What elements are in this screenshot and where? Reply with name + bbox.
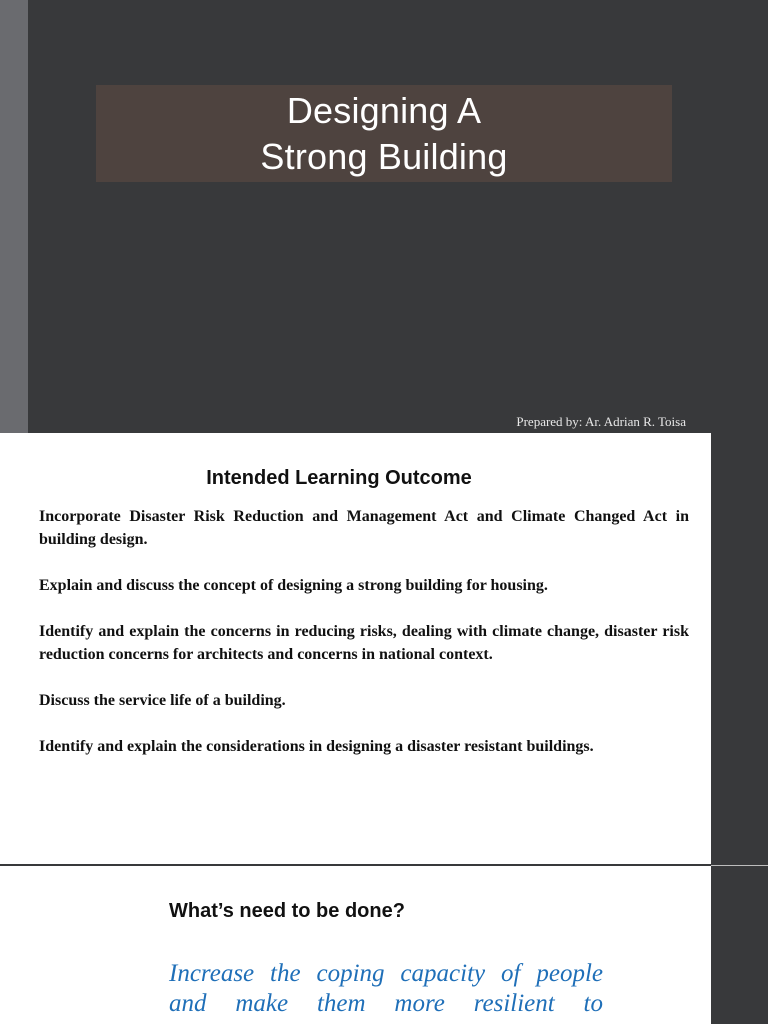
page-right-margin: [711, 433, 768, 1024]
outcome-item: Incorporate Disaster Risk Reduction and Management Act and Climate Changed Act in building design.: [39, 508, 689, 548]
body-line-1: Increase the coping capacity of people: [169, 960, 603, 987]
outcome-item: Explain and discuss the concept of designing a strong building for housing.: [39, 577, 548, 594]
whats-needed-heading: What’s need to be done?: [169, 900, 405, 922]
title-slide: [0, 0, 768, 433]
title-line-2: Strong Building: [260, 135, 508, 177]
whats-needed-slide: [0, 866, 711, 1024]
whats-needed-body: [169, 959, 603, 1019]
outcome-list: [39, 505, 689, 781]
body-line-2: and make them more resilient to: [169, 990, 603, 1017]
title-box: [96, 85, 672, 182]
slide-divider-line: [711, 865, 768, 866]
slide-left-accent-bar: [0, 0, 28, 433]
prepared-by-text: Prepared by: Ar. Adrian R. Toisa: [516, 414, 686, 429]
outcome-item: Identify and explain the considerations in designing a disaster resistant buildings.: [39, 738, 594, 755]
outcome-item: Identify and explain the concerns in reducing risks, dealing with climate change, disaster risk reduction concerns for architects and concerns in national context.: [39, 623, 689, 663]
title-line-1: Designing A: [286, 89, 482, 131]
learning-outcome-slide: [0, 433, 711, 864]
outcome-item: Discuss the service life of a building.: [39, 692, 286, 709]
learning-outcome-heading: Intended Learning Outcome: [206, 467, 472, 489]
